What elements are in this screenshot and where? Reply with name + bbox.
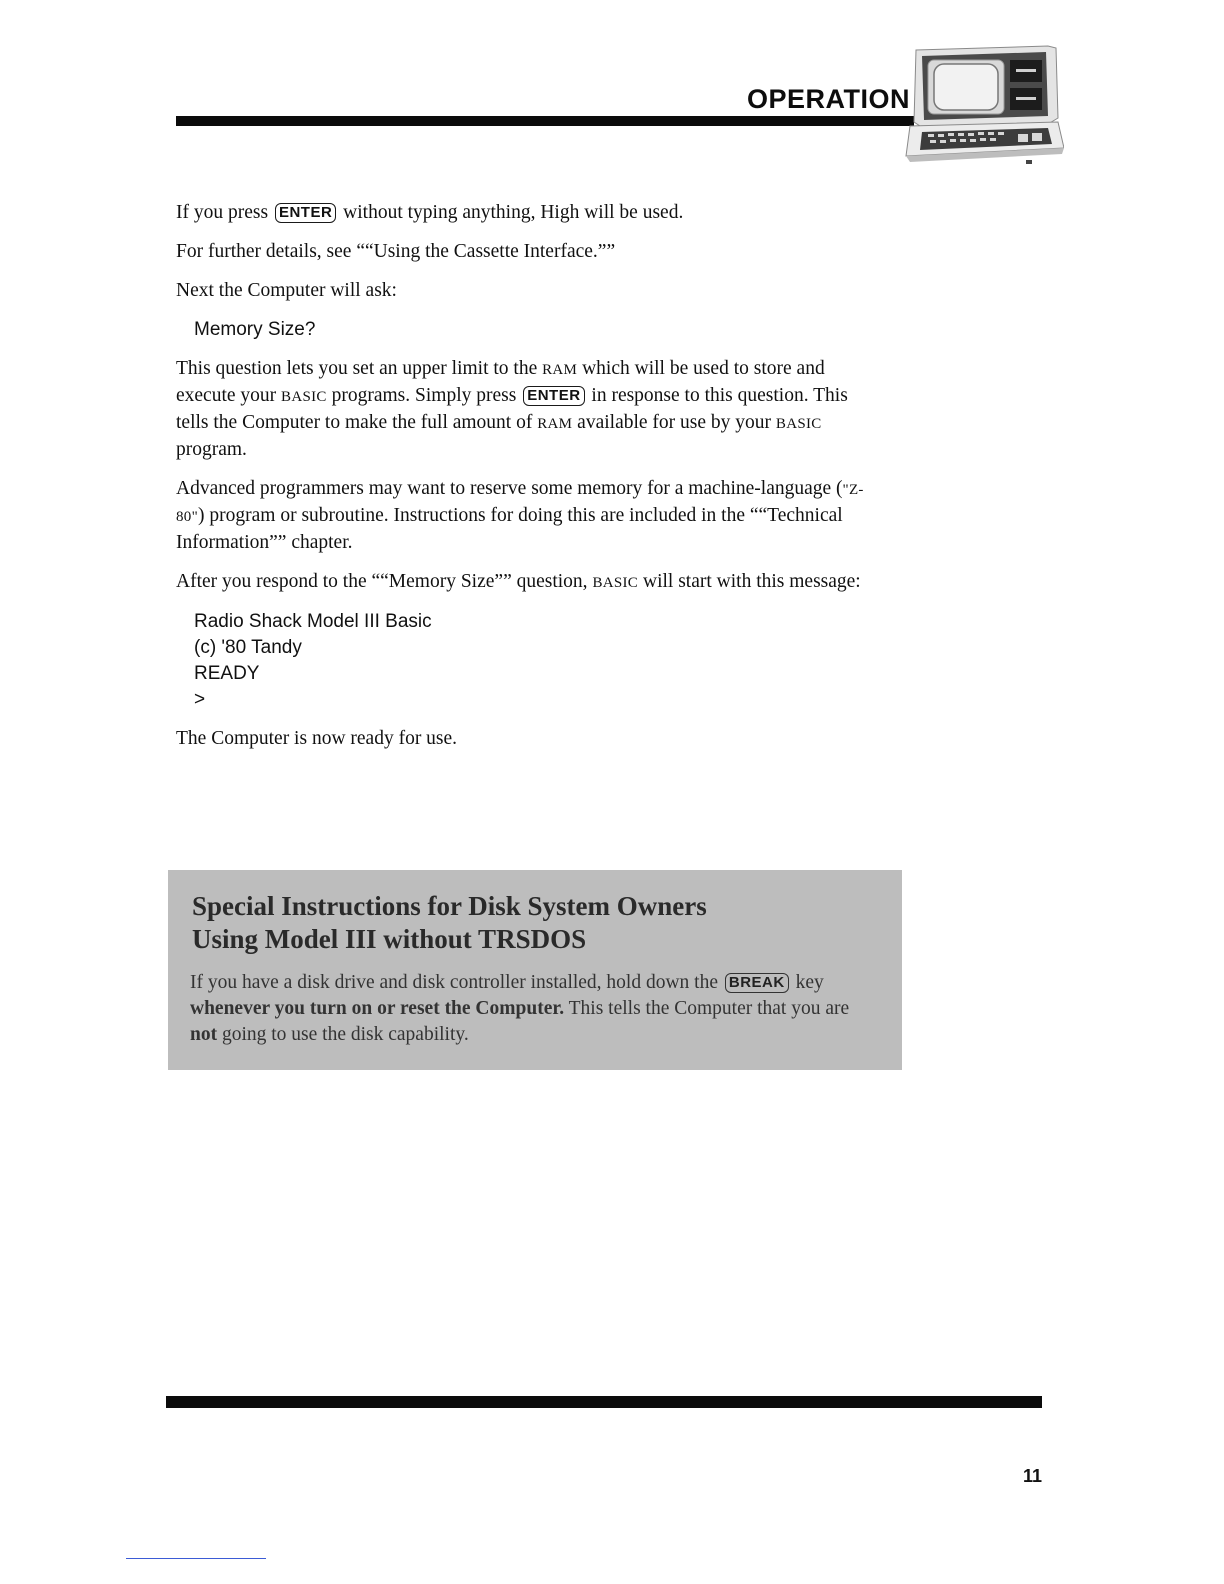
startup-prompt: > <box>194 689 206 710</box>
special-instructions-title: Special Instructions for Disk System Owners Using Model III without TRSDOS <box>192 891 707 954</box>
startup-line: Radio Shack Model III Basic <box>194 611 432 632</box>
computer-terminal-icon <box>898 44 1064 168</box>
paragraph-enter-default: If you press ENTER without typing anything, High will be used. <box>176 202 684 223</box>
startup-line: READY <box>194 663 260 684</box>
paragraph-next-ask: Next the Computer will ask: <box>176 280 397 301</box>
body-text <box>176 200 876 765</box>
paragraph-after-respond: After you respond to the ““Memory Size”” question, BASIC will start with this message: <box>176 571 861 592</box>
enter-key-icon: ENTER <box>275 203 336 223</box>
page-number: 11 <box>1022 1466 1042 1486</box>
paragraph-ready: The Computer is now ready for use. <box>176 728 458 749</box>
enter-key-icon: ENTER <box>523 386 584 406</box>
paragraph-memory-question: This question lets you set an upper limit to the RAM which will be used to store and execute your BASIC programs. Simply press ENTER in response to this question. This tells the Computer to make the full amount of RAM available for use by your BASIC program. <box>176 358 848 460</box>
paragraph-advanced-programmers: Advanced programmers may want to reserve some memory for a machine-language ("Z-80") program or subroutine. Instructions for doing this are included in the ““Technical Information”” chapter. <box>176 478 864 553</box>
footer-rule <box>166 1396 1042 1408</box>
header-rule <box>176 116 914 126</box>
memory-size-prompt: Memory Size? <box>194 319 316 340</box>
special-instructions-text: If you have a disk drive and disk controller installed, hold down the BREAK key whenever you turn on or reset the Computer. This tells the Computer that you are not going to use the disk capability. <box>190 972 850 1045</box>
section-title: OPERATION <box>746 84 910 114</box>
paragraph-further-details: For further details, see ““Using the Cassette Interface.”” <box>176 241 616 262</box>
startup-message <box>194 609 876 713</box>
corner-line <box>126 1558 266 1559</box>
break-key-icon: BREAK <box>725 973 789 993</box>
special-instructions-box <box>168 870 902 1070</box>
startup-line: (c) '80 Tandy <box>194 637 302 658</box>
